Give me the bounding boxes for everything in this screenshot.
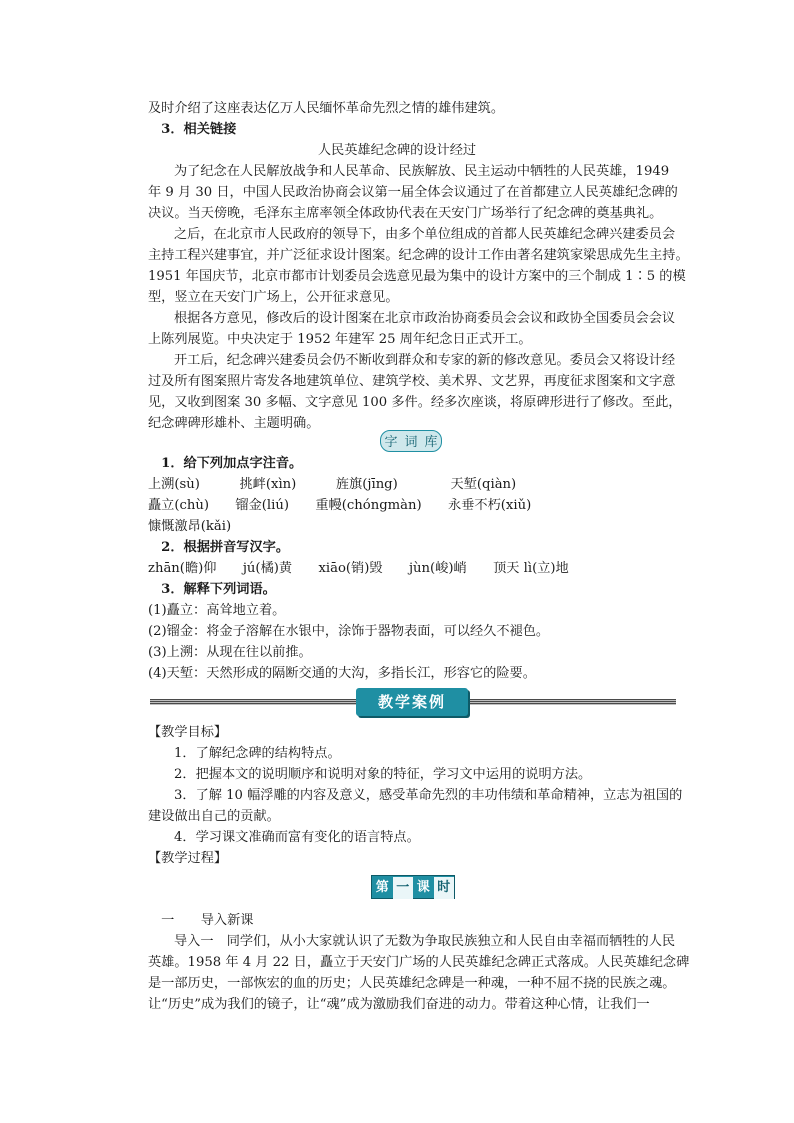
section-banner (150, 688, 676, 716)
text-line: 3．解释下列词语。 (148, 582, 276, 597)
lesson-char: 时 (434, 877, 455, 899)
lesson-badge (371, 875, 455, 899)
lesson-char: 一 (393, 877, 414, 899)
text-line: (4)天堑：天然形成的隔断交通的大沟，多指长江，形容它的险要。 (148, 666, 536, 681)
text-line: (1)矗立：高耸地立着。 (148, 603, 286, 618)
text-line: 矗立(chù) 镏金(liú) 重幔(chóngmàn) 永垂不朽(xiǔ) (148, 498, 532, 513)
text-line: 是一部历史，一部恢宏的血的历史；人民英雄纪念碑是一种魂，一种不屈不挠的民族之魂。 (148, 976, 676, 991)
text-line: 决议。当天傍晚，毛泽东主席率领全体政协代表在天安门广场举行了纪念碑的奠基典礼。 (148, 206, 663, 221)
text-line: 及时介绍了这座表达亿万人民缅怀革命先烈之情的雄伟建筑。 (148, 101, 505, 116)
text-line: 见，又收到图案 30 多幅、文字意见 100 多件。经多次座谈，将原碑形进行了修改。至此， (148, 395, 682, 410)
badge-char: 词 (404, 435, 418, 450)
text-line: 1．给下列加点字注音。 (148, 456, 303, 471)
text-line: 2．把握本文的说明顺序和说明对象的特征，学习文中运用的说明方法。 (174, 767, 592, 782)
text-line: 让“历史”成为我们的镜子，让“魂”成为激励我们奋进的动力。带着这种心情，让我们一 (148, 997, 650, 1012)
text-line: 1．了解纪念碑的结构特点。 (174, 746, 341, 761)
text-line: 【教学目标】 (148, 725, 228, 740)
text-line: 2．根据拼音写汉字。 (148, 540, 290, 555)
text-line: 人民英雄纪念碑的设计经过 (317, 143, 477, 158)
text-line: 型，竖立在天安门广场上，公开征求意见。 (148, 290, 399, 305)
section-badge-vocabulary (380, 430, 442, 452)
text-line: 纪念碑碑形雄朴、主题明确。 (148, 416, 320, 431)
text-line: 一 导入新课 (148, 913, 254, 928)
text-line: 根据各方意见，修改后的设计图案在北京市政治协商委员会会议和政协全国委员会会议 (174, 311, 676, 326)
badge-char: 字 (384, 435, 398, 450)
text-line: zhān(瞻)仰 jú(橘)黄 xiāo(销)毁 jùn(峻)峭 顶天 lì(立)地 (148, 561, 569, 576)
text-line: 【教学过程】 (148, 851, 228, 866)
text-line: 上陈列展览。中央决定于 1952 年建军 25 周年纪念日正式开工。 (148, 332, 532, 347)
text-line: 慷慨激昂(kǎi) (148, 519, 232, 534)
banner-title: 教学案例 (356, 688, 468, 716)
text-line: 3．了解 10 幅浮雕的内容及意义，感受革命先烈的丰功伟绩和革命精神，立志为祖国的 (174, 788, 683, 803)
text-line: 上溯(sù) 挑衅(xìn) 旌旗(jīng) 天堑(qiàn) (148, 477, 517, 492)
text-line: (3)上溯：从现在往以前推。 (148, 645, 312, 660)
text-line: 主持工程兴建事宜，并广泛征求设计图案。纪念碑的设计工作由著名建筑家梁思成先生主持。 (148, 248, 689, 263)
lesson-char: 第 (375, 880, 389, 895)
text-line: 4．学习课文准确而富有变化的语言特点。 (174, 830, 420, 845)
text-line: 过及所有图案照片寄发各地建筑单位、建筑学校、美术界、文艺界，再度征求图案和文字意 (148, 374, 676, 389)
text-line: 3．相关链接 (148, 122, 237, 137)
lesson-char: 课 (416, 880, 430, 895)
text-line: 之后，在北京市人民政府的领导下，由多个单位组成的首都人民英雄纪念碑兴建委员会 (174, 227, 676, 242)
text-line: 年 9 月 30 日，中国人民政治协商会议第一届全体会议通过了在首都建立人民英雄纪念碑的 (148, 185, 678, 200)
badge-char: 库 (424, 435, 438, 450)
text-line: 导入一 同学们，从小大家就认识了无数为争取民族独立和人民自由幸福而牺牲的人民 (174, 934, 676, 949)
text-line: (2)镏金：将金子溶解在水银中，涂饰于器物表面，可以经久不褪色。 (148, 624, 550, 639)
text-line: 开工后，纪念碑兴建委员会仍不断收到群众和专家的新的修改意见。委员会又将设计经 (174, 353, 676, 368)
text-line: 英雄。1958 年 4 月 22 日，矗立于天安门广场的人民英雄纪念碑正式落成。人民英雄纪念碑 (148, 955, 690, 970)
text-line: 建设做出自己的贡献。 (148, 809, 280, 824)
text-line: 1951 年国庆节，北京市都市计划委员会选意见最为集中的设计方案中的三个制成 1∶5 的模 (148, 269, 686, 284)
text-line: 为了纪念在人民解放战争和人民革命、民族解放、民主运动中牺牲的人民英雄，1949 (174, 164, 670, 179)
